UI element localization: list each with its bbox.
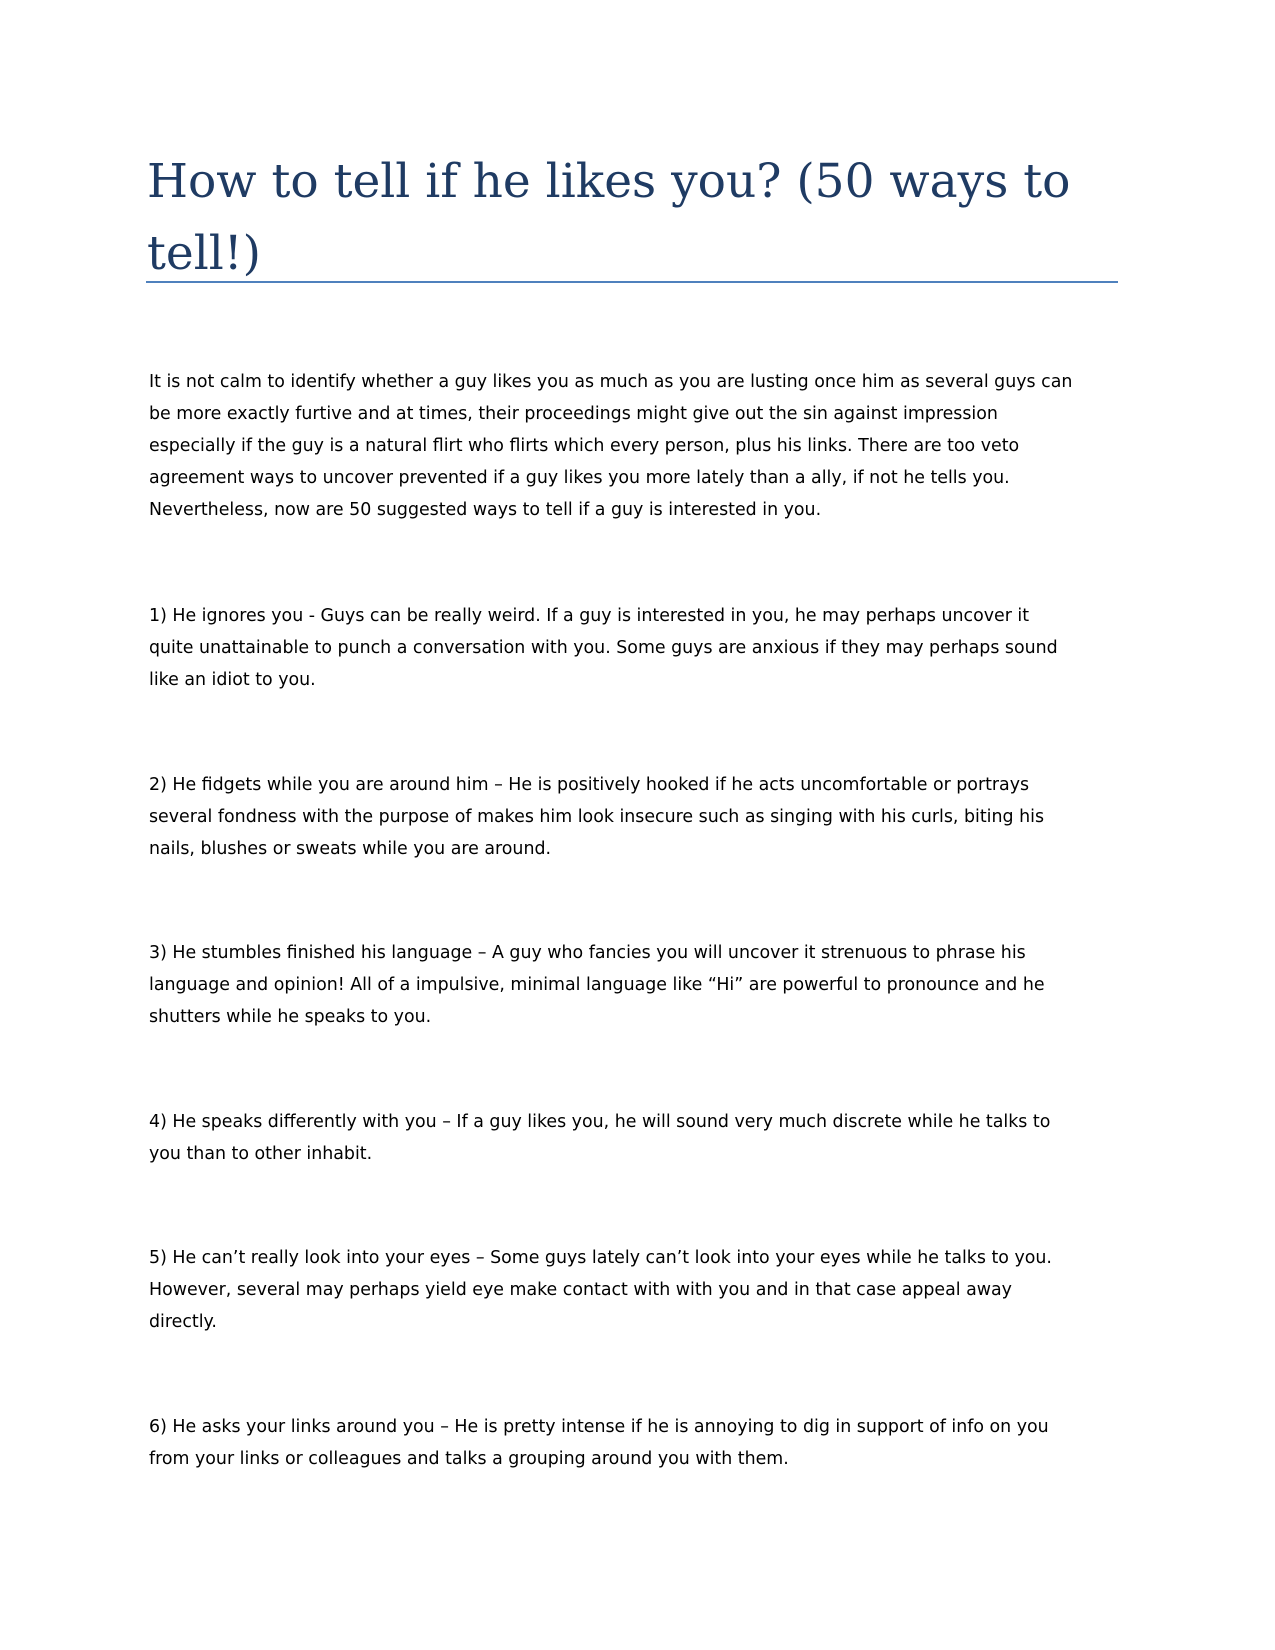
text-line: several fondness with the purpose of makes him look insecure such as singing with his curls, biting his bbox=[149, 807, 1045, 827]
text-line: 2) He fidgets while you are around him – He is positively hooked if he acts uncomfortable or portrays bbox=[149, 775, 1030, 795]
text-line: you than to other inhabit. bbox=[149, 1144, 373, 1164]
text-line: quite unattainable to punch a conversation with you. Some guys are anxious if they may perhaps sound bbox=[149, 638, 1058, 658]
title-line: How to tell if he likes you? (50 ways to bbox=[147, 154, 1071, 209]
text-line: directly. bbox=[149, 1312, 217, 1332]
text-line: especially if the guy is a natural flirt who flirts which every person, plus his links. There are too veto bbox=[149, 436, 1020, 456]
text-line: nails, blushes or sweats while you are around. bbox=[149, 839, 552, 859]
text-line: be more exactly furtive and at times, their proceedings might give out the sin against impression bbox=[149, 404, 998, 424]
list-item bbox=[149, 769, 1121, 865]
text-line: 1) He ignores you - Guys can be really weird. If a guy is interested in you, he may perhaps uncover it bbox=[149, 606, 1030, 626]
text-line: 4) He speaks differently with you – If a guy likes you, he will sound very much discrete while he talks to bbox=[149, 1112, 1051, 1132]
intro-paragraph bbox=[149, 366, 1121, 526]
text-line: 6) He asks your links around you – He is pretty intense if he is annoying to dig in support of info on you bbox=[149, 1417, 1049, 1437]
text-line: language and opinion! All of a impulsive, minimal language like “Hi” are powerful to pronounce and he bbox=[149, 975, 1045, 995]
page-title bbox=[147, 146, 1097, 290]
text-line: It is not calm to identify whether a guy likes you as much as you are lusting once him as several guys can bbox=[149, 372, 1073, 392]
list-item bbox=[149, 600, 1121, 696]
text-line: like an idiot to you. bbox=[149, 670, 316, 690]
text-line: agreement ways to uncover prevented if a guy likes you more lately than a ally, if not he tells you. bbox=[149, 468, 1010, 488]
text-line: 5) He can’t really look into your eyes – Some guys lately can’t look into your eyes while he talks to you. bbox=[149, 1248, 1052, 1268]
title-underline-rule bbox=[146, 281, 1118, 283]
text-line: 3) He stumbles finished his language – A guy who fancies you will uncover it strenuous to phrase his bbox=[149, 943, 1026, 963]
title-line: tell!) bbox=[147, 226, 261, 281]
text-line: shutters while he speaks to you. bbox=[149, 1007, 432, 1027]
list-item bbox=[149, 1411, 1121, 1475]
list-item bbox=[149, 1242, 1121, 1338]
text-line: Nevertheless, now are 50 suggested ways to tell if a guy is interested in you. bbox=[149, 500, 822, 520]
list-item bbox=[149, 1106, 1121, 1170]
list-item bbox=[149, 937, 1121, 1033]
text-line: However, several may perhaps yield eye make contact with with you and in that case appeal away bbox=[149, 1280, 1012, 1300]
text-line: from your links or colleagues and talks a grouping around you with them. bbox=[149, 1449, 789, 1469]
